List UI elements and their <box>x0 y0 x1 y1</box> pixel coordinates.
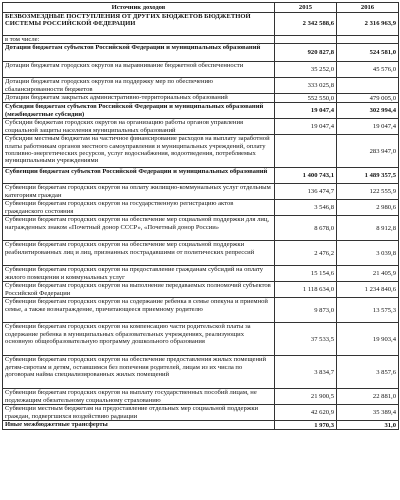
row-label: Субвенции бюджетам городских округов на выплату государственных пособий лицам, не подлежащим обязательному социальному страхованию <box>3 389 275 405</box>
row-label: БЕЗВОЗМЕЗДНЫЕ ПОСТУПЛЕНИЯ ОТ ДРУГИХ БЮДЖЕТОВ БЮДЖЕТНОЙ СИСТЕМЫ РОССИЙСКОЙ ФЕДЕРАЦИИ <box>3 13 275 36</box>
table-row <box>3 13 399 36</box>
table-row <box>3 241 399 266</box>
value-2016: 21 405,9 <box>337 266 399 282</box>
value-2015: 8 678,0 <box>275 216 337 241</box>
row-label: Субсидии местным бюджетам на частичное финансирование расходов на выплату заработной платы работникам органов местного самоуправления и муниципальных учреждений, оплату топливно-энергетических ресурсов, услуг водоснабжения, водоотведения, потребляемых муниципальными учреждениями <box>3 135 275 168</box>
value-2016: 3 039,8 <box>337 241 399 266</box>
table-row <box>3 36 399 44</box>
header-2016: 2016 <box>337 3 399 13</box>
value-2016: 8 912,8 <box>337 216 399 241</box>
value-2016: 122 555,9 <box>337 184 399 200</box>
row-label: Субвенции бюджетам субъектов Российской Федерации и муниципальных образований <box>3 168 275 184</box>
value-2016: 31,0 <box>337 421 399 430</box>
value-2015 <box>275 36 337 44</box>
table-row <box>3 421 399 430</box>
table-row <box>3 168 399 184</box>
value-2015: 552 550,0 <box>275 94 337 103</box>
table-row <box>3 94 399 103</box>
row-label: Субсидии бюджетам субъектов Российской Федерации и муниципальных образований (межбюджетные субсидии) <box>3 103 275 119</box>
row-label: Субвенции бюджетам городских округов на компенсацию части родительской платы за содержание ребенка в муниципальных образовательных учреждениях, реализующих основную общеобразовательную программу дошкольного образования <box>3 323 275 356</box>
value-2016: 479 005,0 <box>337 94 399 103</box>
table-row <box>3 200 399 216</box>
table-row <box>3 44 399 62</box>
table-row <box>3 298 399 323</box>
table-row <box>3 184 399 200</box>
table-row <box>3 323 399 356</box>
row-label: Субвенции бюджетам городских округов на обеспечение мер социальной поддержки для лиц, награжденных знаком «Почетный донор СССР», «Почетный донор России» <box>3 216 275 241</box>
value-2016: 1 489 357,5 <box>337 168 399 184</box>
value-2015: 42 620,9 <box>275 405 337 421</box>
header-2015: 2015 <box>275 3 337 13</box>
table-row <box>3 119 399 135</box>
table-row <box>3 78 399 94</box>
value-2015: 37 533,5 <box>275 323 337 356</box>
row-label: Иные межбюджетные трансферты <box>3 421 275 430</box>
row-label: в том числе: <box>3 36 275 44</box>
row-label: Субвенции бюджетам городских округов на обеспечение предоставления жилых помещений детям-сиротам и детям, оставшимся без попечения родителей, лицам из их числа по договорам найма специализированных жилых помещений <box>3 356 275 389</box>
value-2015: 1 970,3 <box>275 421 337 430</box>
value-2015: 15 154,6 <box>275 266 337 282</box>
table-header-row <box>3 3 399 13</box>
value-2015: 1 118 634,0 <box>275 282 337 298</box>
revenue-table <box>2 2 399 430</box>
table-row <box>3 405 399 421</box>
table-row <box>3 103 399 119</box>
table-row <box>3 356 399 389</box>
value-2016: 22 881,0 <box>337 389 399 405</box>
value-2015: 920 827,8 <box>275 44 337 62</box>
value-2016: 3 857,6 <box>337 356 399 389</box>
table-row <box>3 282 399 298</box>
value-2015: 35 252,0 <box>275 62 337 78</box>
value-2015: 3 546,8 <box>275 200 337 216</box>
value-2016: 19 903,4 <box>337 323 399 356</box>
table-row <box>3 62 399 78</box>
value-2015: 2 476,2 <box>275 241 337 266</box>
header-source: Источник доходов <box>3 3 275 13</box>
table-row <box>3 135 399 168</box>
row-label: Субвенции бюджетам городских округов на предоставление гражданам субсидий на оплату жилого помещения и коммунальных услуг <box>3 266 275 282</box>
value-2015: 1 400 743,1 <box>275 168 337 184</box>
row-label: Субвенции местным бюджетам на предоставление отдельных мер социальной поддержки граждан, подвергшихся воздействию радиации <box>3 405 275 421</box>
row-label: Дотации бюджетам субъектов Российской Федерации и муниципальных образований <box>3 44 275 62</box>
value-2015: 2 342 588,6 <box>275 13 337 36</box>
row-label: Дотации бюджетам городских округов на выравнивание бюджетной обеспеченности <box>3 62 275 78</box>
value-2016: 2 316 963,9 <box>337 13 399 36</box>
row-label: Субсидии бюджетам городских округов на организацию работы органов управления социальной защиты населения муниципальных образований <box>3 119 275 135</box>
row-label: Дотации бюджетам закрытых административно-территориальных образований <box>3 94 275 103</box>
value-2016: 1 234 840,6 <box>337 282 399 298</box>
value-2016 <box>337 78 399 94</box>
value-2015: 3 834,7 <box>275 356 337 389</box>
value-2015 <box>275 135 337 168</box>
value-2016: 35 389,4 <box>337 405 399 421</box>
table-row <box>3 216 399 241</box>
value-2015: 9 873,0 <box>275 298 337 323</box>
table-row <box>3 266 399 282</box>
value-2015: 136 474,7 <box>275 184 337 200</box>
value-2016: 2 980,6 <box>337 200 399 216</box>
row-label: Субвенции бюджетам городских округов на государственную регистрацию актов гражданского состояния <box>3 200 275 216</box>
row-label: Дотации бюджетам городских округов на поддержку мер по обеспечению сбалансированности бюджетов <box>3 78 275 94</box>
value-2016 <box>337 36 399 44</box>
value-2016: 283 947,0 <box>337 135 399 168</box>
row-label: Субвенции бюджетам городских округов на выполнение передаваемых полномочий субъектов Российской Федерации <box>3 282 275 298</box>
value-2016: 302 994,4 <box>337 103 399 119</box>
value-2016: 19 047,4 <box>337 119 399 135</box>
value-2016: 13 575,3 <box>337 298 399 323</box>
value-2016: 524 581,0 <box>337 44 399 62</box>
value-2015: 333 025,8 <box>275 78 337 94</box>
value-2015: 21 900,5 <box>275 389 337 405</box>
row-label: Субвенции бюджетам городских округов на содержание ребенка в семье опекуна и приемной семье, а также вознаграждение, причитающееся приемному родителю <box>3 298 275 323</box>
row-label: Субвенции бюджетам городских округов на оплату жилищно-коммунальных услуг отдельным категориям граждан <box>3 184 275 200</box>
row-label: Субвенции бюджетам городских округов на обеспечение мер социальной поддержки реабилитированных лиц и лиц, признанных пострадавшими от политических репрессий <box>3 241 275 266</box>
value-2015: 19 047,4 <box>275 119 337 135</box>
table-row <box>3 389 399 405</box>
value-2015: 19 047,4 <box>275 103 337 119</box>
value-2016: 45 576,0 <box>337 62 399 78</box>
